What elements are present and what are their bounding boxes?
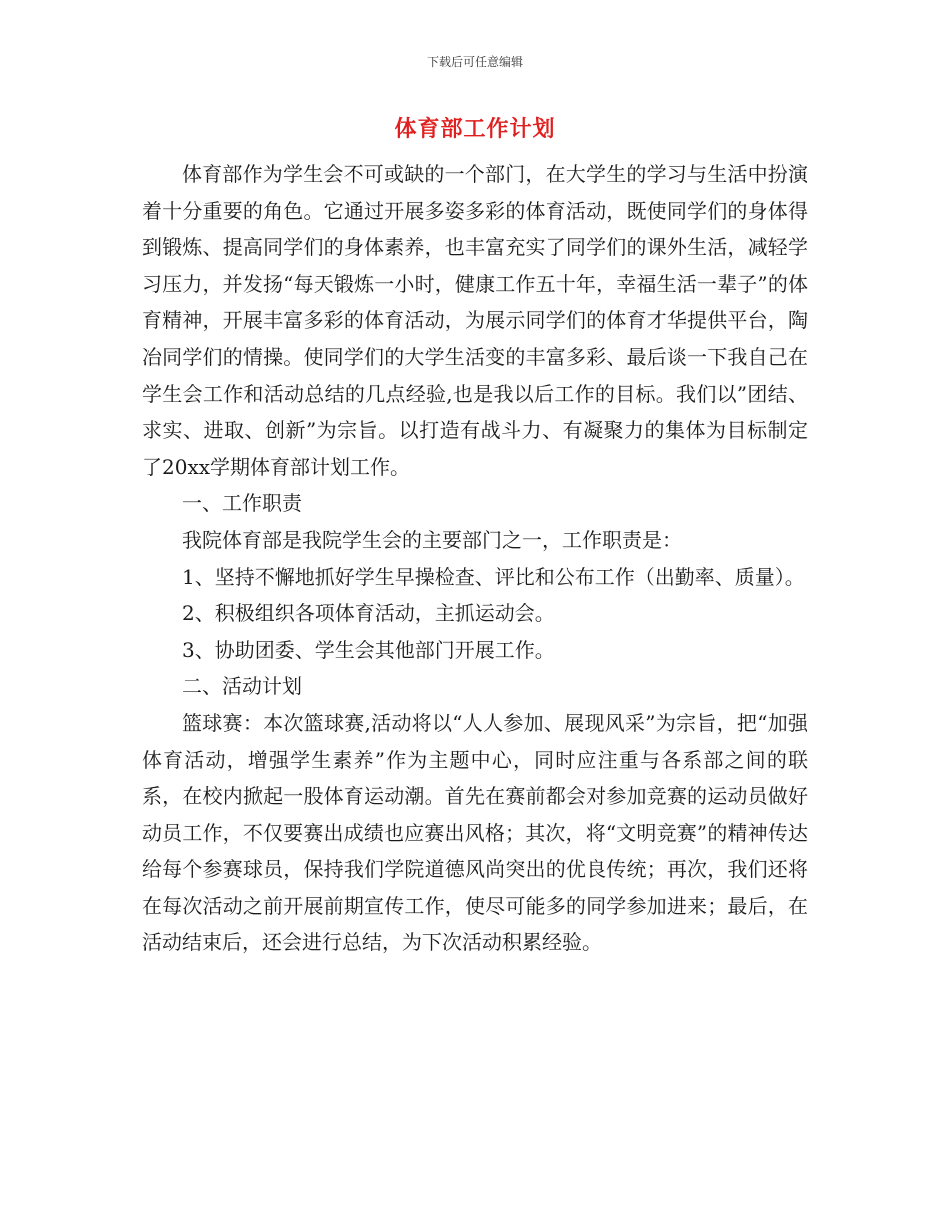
- paragraph-basketball: 篮球赛：本次篮球赛,活动将以“人人参加、展现风采”为宗旨，把“加强体育活动，增强学生素养”作为主题中心，同时应注重与各系部之间的联系，在校内掀起一股体育运动潮。首先在赛前都会对参加竞赛的运动员做好动员工作，不仅要赛出成绩也应赛出风格；其次，将“文明竞赛”的精神传达给每个参赛球员，保持我们学院道德风尚突出的优良传统；再次，我们还将在每次活动之前开展前期宣传工作，使尽可能多的同学参加进来；最后，在活动结束后，还会进行总结，为下次活动积累经验。: [142, 710, 808, 955]
- duty-item-1: 1、坚持不懈地抓好学生早操检查、评比和公布工作（出勤率、质量）。: [182, 564, 805, 589]
- document-body: [142, 156, 808, 961]
- paragraph-duties-intro: 我院体育部是我院学生会的主要部门之一，工作职责是：: [182, 527, 682, 552]
- header-note: 下载后可任意编辑: [426, 55, 523, 69]
- duty-item-3: 3、协助团委、学生会其他部门开展工作。: [182, 637, 555, 662]
- paragraph-intro: 体育部作为学生会不可或缺的一个部门，在大学生的学习与生活中扮演着十分重要的角色。它通过开展多姿多彩的体育活动，既使同学们的身体得到锻炼、提高同学们的身体素养，也丰富充实了同学们的课外生活，减轻学习压力，并发扬“每天锻炼一小时，健康工作五十年，幸福生活一辈子”的体育精神，开展丰富多彩的体育活动，为展示同学们的体育才华提供平台，陶冶同学们的情操。使同学们的大学生活变的丰富多彩、最后谈一下我自己在学生会工作和活动总结的几点经验,也是我以后工作的目标。我们以”团结、求实、进取、创新”为宗旨。以打造有战斗力、有凝聚力的集体为目标制定了20xx学期体育部计划工作。: [142, 162, 808, 479]
- section-heading-activities: 二、活动计划: [182, 674, 302, 699]
- section-heading-duties: 一、工作职责: [182, 491, 302, 516]
- document-title: 体育部工作计划: [394, 117, 556, 142]
- duty-item-2: 2、积极组织各项体育活动，主抓运动会。: [182, 601, 555, 626]
